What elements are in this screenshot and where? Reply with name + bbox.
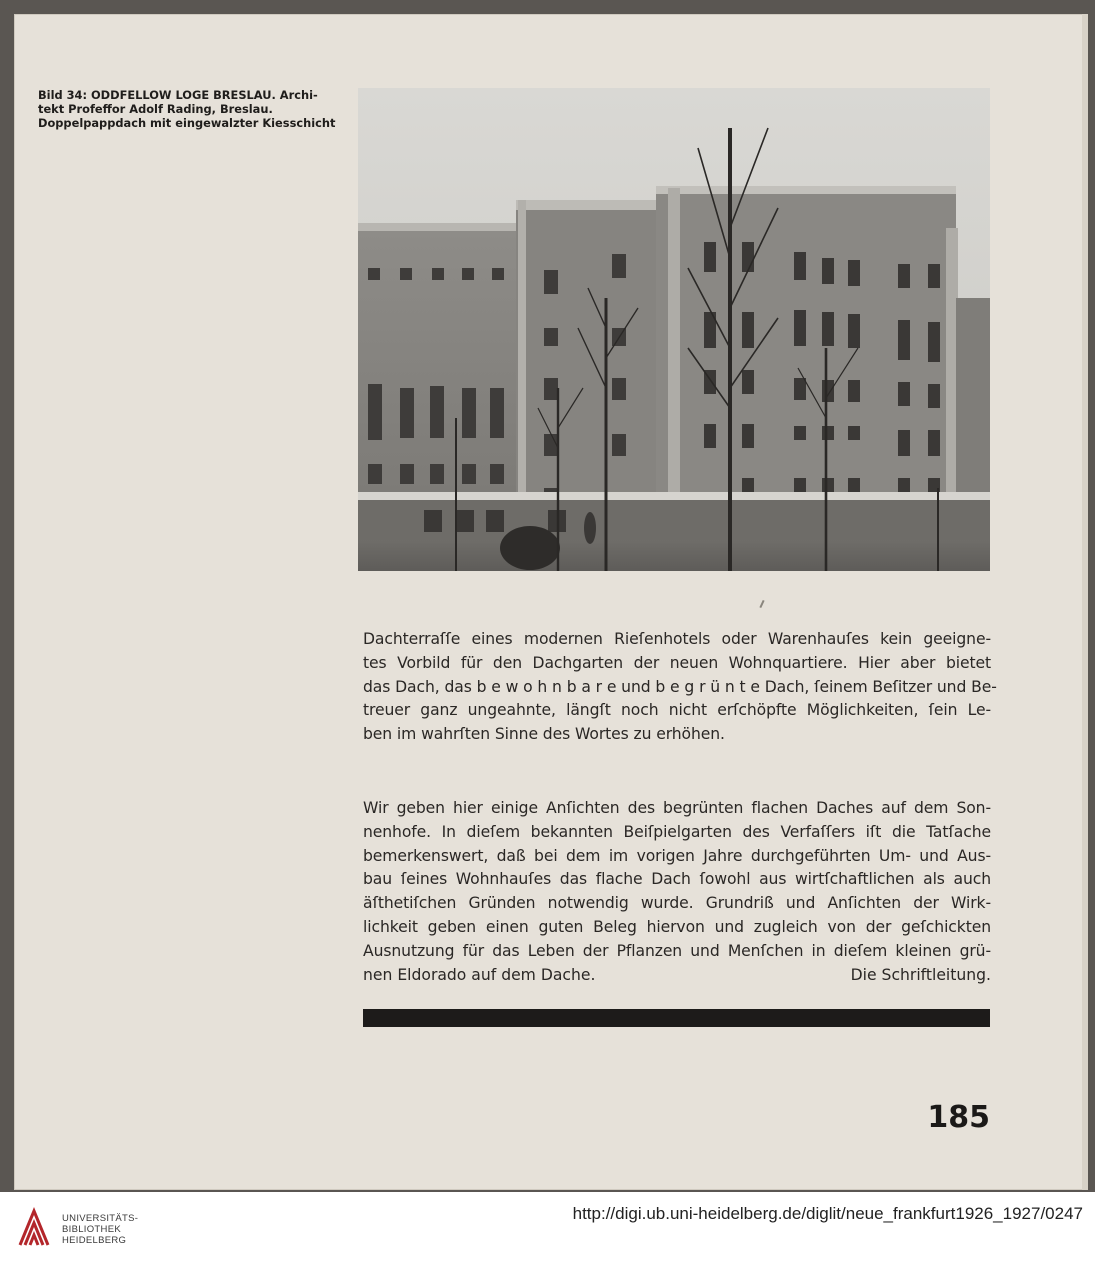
text-line: Dachterraſſe eines modernen Rieſenhotels oder Warenhauſes kein geeigne- [363,630,991,648]
figure-caption [38,88,348,130]
signature: Die Schriftleitung. [850,965,991,984]
text-line: bemerkenswert, daß bei dem im vorigen Jahre durchgeführten Um- und Aus- [363,846,991,865]
text-line: treuer ganz ungeahnte, längſt noch nicht erſchöpfte Möglichkeiten, ſein Le- [363,701,991,720]
caption-line: tekt Profeffor Adolf Rading, Breslau. [38,102,273,116]
library-name-line: BIBLIOTHEK [62,1224,121,1235]
paragraph-2 [363,797,991,987]
library-logo-icon [14,1205,54,1251]
source-url[interactable]: http://digi.ub.uni-heidelberg.de/diglit/neue_frankfurt1926_1927/0247 [572,1204,1083,1223]
text-line: Ausnutzung für das Leben der Pflanzen und Menſchen in dieſem kleinen grü- [363,941,991,960]
text-line: lichkeit geben einen guten Beleg hiervon und zugleich von der geſchickten [363,917,991,936]
text-line: Wir geben hier einige Anſichten des begrünten flachen Daches auf dem Son- [363,799,991,817]
page-number: 185 [927,1100,990,1135]
page-edge [1082,14,1088,1190]
text-line: äſthetiſchen Gründen notwendig wurde. Grundriß und Anſichten der Wirk- [363,894,991,913]
text-line: ben im wahrſten Sinne des Wortes zu erhöhen. [363,725,725,744]
text-line: nenhofe. In dieſem bekannten Beiſpielgarten des Verfaſſers iſt die Tatſache [363,822,991,841]
text-line: bau ſeines Wohnhauſes das flache Dach ſowohl aus wirtſchaftlichen als auch [363,870,991,889]
library-name-line: HEIDELBERG [62,1235,127,1246]
black-rule [363,1009,990,1027]
caption-line: Bild 34: ODDFELLOW LOGE BRESLAU. Archi- [38,88,318,102]
caption-line: Doppelpappdach mit eingewalzter Kiesschicht [38,116,336,130]
text-line: das Dach, das b e w o h n b a r e und b e g r ü n t e Dach, ſeinem Beſitzer und Be- [363,677,997,696]
text-line-final [363,964,991,988]
library-name-line: UNIVERSITÄTS- [62,1213,139,1224]
text-line: tes Vorbild für den Dachgarten der neuen Wohnquartiere. Hier aber bietet [363,653,991,672]
building-photograph-drawing [358,88,990,571]
building-photograph [358,88,990,571]
paragraph-1 [363,628,997,747]
library-name [62,1213,138,1246]
text-line: nen Eldorado auf dem Dache. [363,965,596,984]
